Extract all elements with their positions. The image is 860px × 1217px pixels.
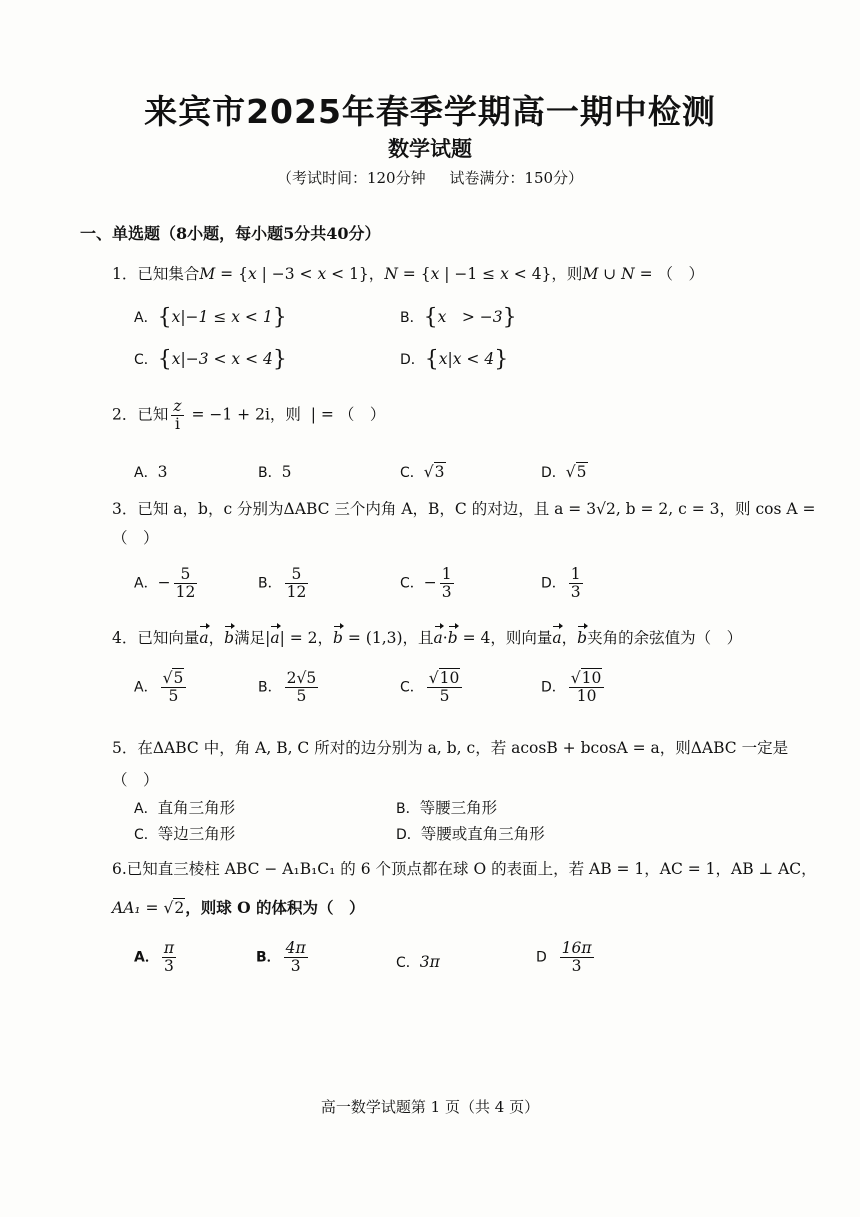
question-3-option-a: A．− $\frac{5}{12}$ [134, 565, 196, 602]
question-5-option-b: B．等腰三角形 [396, 799, 498, 817]
question-3-stem-line-2: （ ） [112, 529, 159, 547]
question-6-stem-line-1: 6.已知直三棱柱 ABC − A₁B₁C₁ 的 6 个顶点都在球 O 的表面上，若 AB = 1，AC = 1，AB ⊥ AC， [112, 860, 817, 878]
question-6-option-d: D $\frac{16\pi}{3}$ [536, 939, 592, 976]
question-2-option-c: C．√3 [400, 463, 445, 481]
question-6-option-a: A． $\frac{\pi}{3}$ [134, 939, 175, 976]
question-2-option-a: A．3 [134, 463, 168, 481]
question-1-stem: 1．已知集合M = {x | −3 < x < 1}，N = {x | −1 ≤ x < 4}，则M ∪ N = （ ） [112, 265, 705, 283]
question-2-option-b: B．5 [258, 463, 292, 481]
question-3-option-c: C．− $\frac{1}{3}$ [400, 565, 452, 602]
exam-info: （考试时间：120分钟 试卷满分：150分） [276, 169, 584, 187]
question-6-option-b: B． $\frac{4\pi}{3}$ [256, 939, 306, 976]
question-1-option-a: A．{x|−1 ≤ x < 1} [134, 305, 287, 330]
question-5-option-a: A．直角三角形 [134, 799, 236, 817]
question-4-option-d: D． $\frac{√10}{10}$ [541, 670, 607, 705]
exam-title: 来宾市2025年春季学期高一期中检测 [144, 92, 716, 131]
question-3-option-d: D． $\frac{1}{3}$ [541, 565, 581, 602]
question-4-option-c: C． $\frac{√10}{5}$ [400, 670, 465, 705]
question-5-stem-line-2: （ ） [112, 771, 159, 789]
question-5-option-d: D．等腰或直角三角形 [396, 825, 545, 843]
question-3-option-b: B． $\frac{5}{12}$ [258, 565, 307, 602]
question-6-stem-line-2: AA₁ = √2，则球 O 的体积为（ ） [112, 898, 365, 917]
question-4-option-a: A． $\frac{√5}{5}$ [134, 670, 189, 705]
page-footer: 高一数学试题第 1 页（共 4 页） [320, 1098, 540, 1116]
question-1-option-d: D．{x|x < 4} [400, 347, 509, 372]
question-5-option-c: C．等边三角形 [134, 825, 236, 843]
section-heading: 一、单选题（8小题，每小题5分共40分） [80, 224, 381, 243]
question-1-option-b: B．{x > −3} [400, 305, 517, 330]
question-5-stem-line-1: 5．在ΔABC 中，角 A, B, C 所对的边分别为 a, b, c，若 acosB + bcosA = a，则ΔABC 一定是 [112, 739, 789, 757]
exam-subtitle: 数学试题 [388, 136, 472, 161]
question-4-stem: 4．已知向量a，b满足|a| = 2，b = (1,3)，且a·b = 4，则向量a，b夹角的余弦值为（ ） [112, 629, 743, 647]
question-4-option-b: B． $\frac{2√5}{5}$ [258, 669, 317, 706]
question-1-option-c: C．{x|−3 < x < 4} [134, 347, 287, 372]
question-3-stem-line-1: 3．已知 a，b，c 分别为ΔABC 三个内角 A，B，C 的对边，且 a = 3√2, b = 2, c = 3，则 cos A = [112, 500, 816, 518]
question-2-fraction: $\frac{z}{i}$ [173, 397, 182, 434]
question-2-option-d: D．√5 [541, 463, 587, 481]
question-6-option-c: C．3π [396, 953, 440, 971]
question-2-stem: 2．已知 $\frac{z}{i}$ = −1 + 2i，则 | = （ ） [112, 397, 386, 434]
